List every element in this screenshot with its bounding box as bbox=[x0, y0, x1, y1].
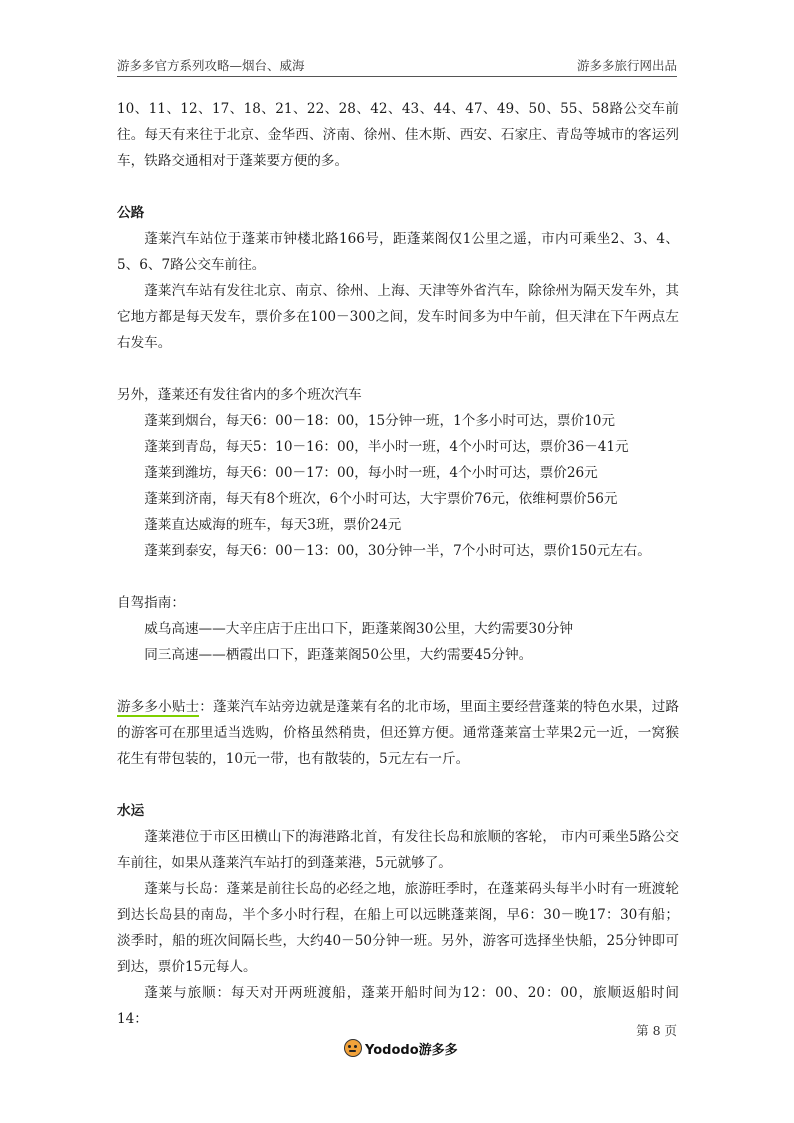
road-heading: 公路 bbox=[117, 205, 145, 221]
bus-route-line: 蓬莱到泰安，每天6：00－13：00，30分钟一半，7个小时可达，票价150元左右。 bbox=[144, 543, 651, 559]
road-paragraph-1: 蓬莱汽车站位于蓬莱市钟楼北路166号，距蓬莱阁仅1公里之遥，市内可乘坐2、3、4、5、6、7路公交车前往。 bbox=[117, 231, 679, 273]
drive-line: 威乌高速——大辛庄店于庄出口下，距蓬莱阁30公里，大约需要30分钟 bbox=[144, 621, 573, 637]
road-paragraph-2: 蓬莱汽车站有发往北京、南京、徐州、上海、天津等外省汽车，除徐州为隔天发车外，其它地方都是每天发车，票价多在100－300之间，发车时间多为中午前，但天津在下午两点左右发车。 bbox=[117, 283, 679, 351]
page-number: 第 8 页 bbox=[636, 1023, 677, 1038]
tip-text: ：蓬莱汽车站旁边就是蓬莱有名的北市场，里面主要经营蓬莱的特色水果，过路的游客可在那里适当选购，价格虽然稍贵，但还算方便。通常蓬莱富士苹果2元一近，一窝猴花生有带包装的，10元一带，也有散装的，5元左右一斤。 bbox=[117, 699, 680, 767]
bus-route-line: 蓬莱直达威海的班车，每天3班，票价24元 bbox=[144, 517, 402, 533]
header-publisher: 游多多旅行网出品 bbox=[576, 58, 677, 73]
yododo-logo bbox=[344, 1038, 458, 1058]
water-paragraph-1: 蓬莱港位于市区田横山下的海港路北首，有发往长岛和旅顺的客轮， 市内可乘坐5路公交车前往，如果从蓬莱汽车站打的到蓬莱港，5元就够了。 bbox=[117, 829, 679, 871]
water-heading: 水运 bbox=[117, 803, 145, 819]
water-paragraph-3: 蓬莱与旅顺：每天对开两班渡船，蓬莱开船时间为12：00、20：00，旅顺返船时间14： bbox=[117, 985, 679, 1027]
header-title: 游多多官方系列攻略—烟台、威海 bbox=[117, 58, 305, 73]
water-paragraph-2: 蓬莱与长岛：蓬莱是前往长岛的必经之地，旅游旺季时，在蓬莱码头每半小时有一班渡轮到达长岛县的南岛，半个多小时行程，在船上可以远眺蓬莱阁，早6：30－晚17：30有船；淡季时，船的班次间隔长些，大约40－50分钟一班。另外，游客可选择坐快船，25分钟即可到达，票价15元每人。 bbox=[117, 881, 679, 975]
tip-paragraph bbox=[117, 694, 679, 772]
bus-route-line: 蓬莱到济南，每天有8个班次，6个小时可达，大宇票价76元，依维柯票价56元 bbox=[144, 491, 618, 507]
bus-route-line: 蓬莱到青岛，每天5：10－16：00，半小时一班，4个小时可达，票价36－41元 bbox=[144, 439, 629, 455]
logo-text: Yododo游多多 bbox=[365, 1042, 458, 1058]
document-body bbox=[117, 96, 679, 1032]
tip-label: 游多多小贴士 bbox=[117, 699, 200, 715]
bus-route-line: 蓬莱到潍坊，每天6：00－17：00，每小时一班，4个小时可达，票价26元 bbox=[144, 465, 598, 481]
intro-paragraph: 10、11、12、17、18、21、22、28、42、43、44、47、49、50、55、58路公交车前往。每天有来往于北京、金华西、济南、徐州、佳木斯、西安、石家庄、青岛等城市的客运列车，铁路交通相对于蓬莱要方便的多。 bbox=[117, 101, 679, 169]
page-header bbox=[117, 56, 677, 77]
province-lead: 另外，蓬莱还有发往省内的多个班次汽车 bbox=[117, 387, 362, 403]
drive-line: 同三高速——栖霞出口下，距蓬莱阁50公里，大约需要45分钟。 bbox=[144, 647, 533, 663]
bus-route-line: 蓬莱到烟台，每天6：00－18：00，15分钟一班，1个多小时可达，票价10元 bbox=[144, 413, 616, 429]
drive-heading: 自驾指南： bbox=[117, 595, 185, 611]
mascot-icon bbox=[344, 1039, 362, 1057]
